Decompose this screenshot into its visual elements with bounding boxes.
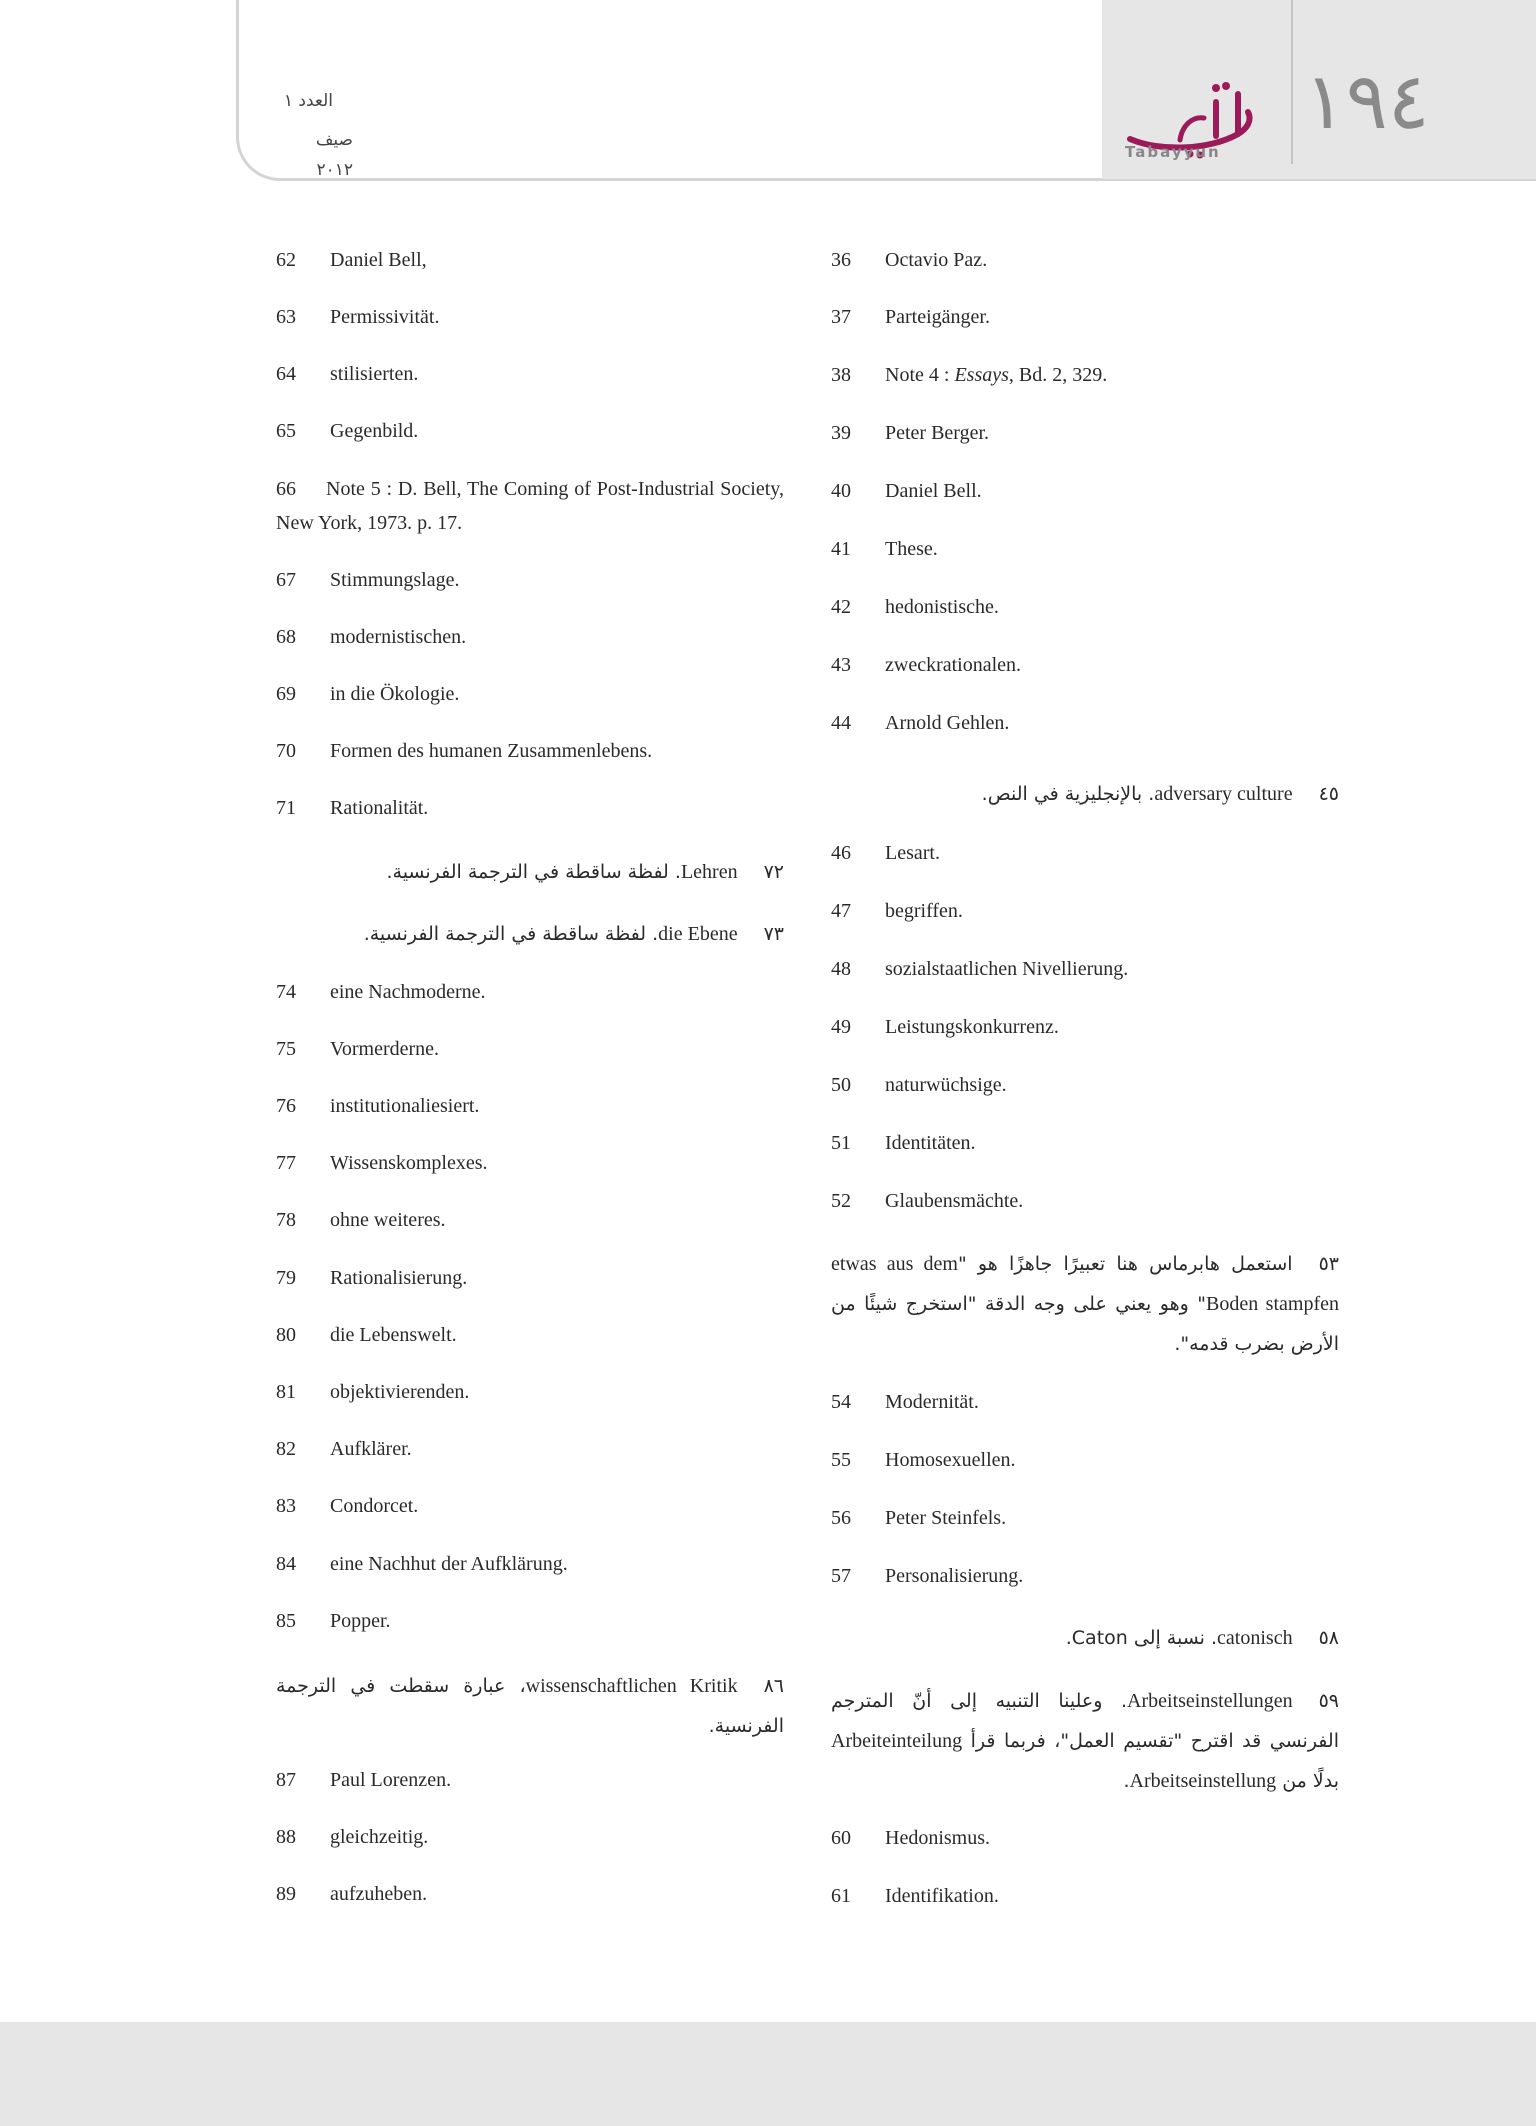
page-footer-band <box>0 2022 1536 2126</box>
note-86: ٨٦wissenschaftlichen Kritik، عبارة سقطت في الترجمة الفرنسية. <box>276 1675 784 1737</box>
note-45: ٤٥adversary culture. بالإنجليزية في النص. <box>981 783 1339 805</box>
note-72: ٧٢Lehren. لفظة ساقطة في الترجمة الفرنسية. <box>386 861 784 883</box>
issue-date: صيف ٢٠١٢ <box>315 130 353 180</box>
page-number-divider <box>1291 0 1293 164</box>
note-58: ٥٨catonisch. نسبة إلى Caton. <box>1065 1627 1339 1649</box>
note-73: ٧٣die Ebene. لفظة ساقطة في الترجمة الفرنسية. <box>363 923 784 945</box>
note-59: ٥٩Arbeitseinstellungen. وعلينا التنبيه إلى أنّ المترجم الفرنسي قد اقترح "تقسيم العمل"، فربما قرأ Arbeiteinteilung بدلًا من Arbeitseinstellung. <box>831 1690 1339 1792</box>
note-66: 66 Note 5 : D. Bell, The Coming of Post-Industrial Society, New York, 1973. p. 17. <box>276 478 784 534</box>
note-53: ٥٣استعمل هابرماس هنا تعبيرًا جاهزًا هو "etwas aus dem Boden stampfen" وهو يعني على وجه الدقة "استخرج شيئًا من الأرض بضرب قدمه". <box>831 1253 1339 1355</box>
logo-wordmark: Tabayyun <box>1125 143 1221 161</box>
issue-number: العدد ١ <box>283 91 333 111</box>
page-number: ١٩٤ <box>1304 57 1430 147</box>
